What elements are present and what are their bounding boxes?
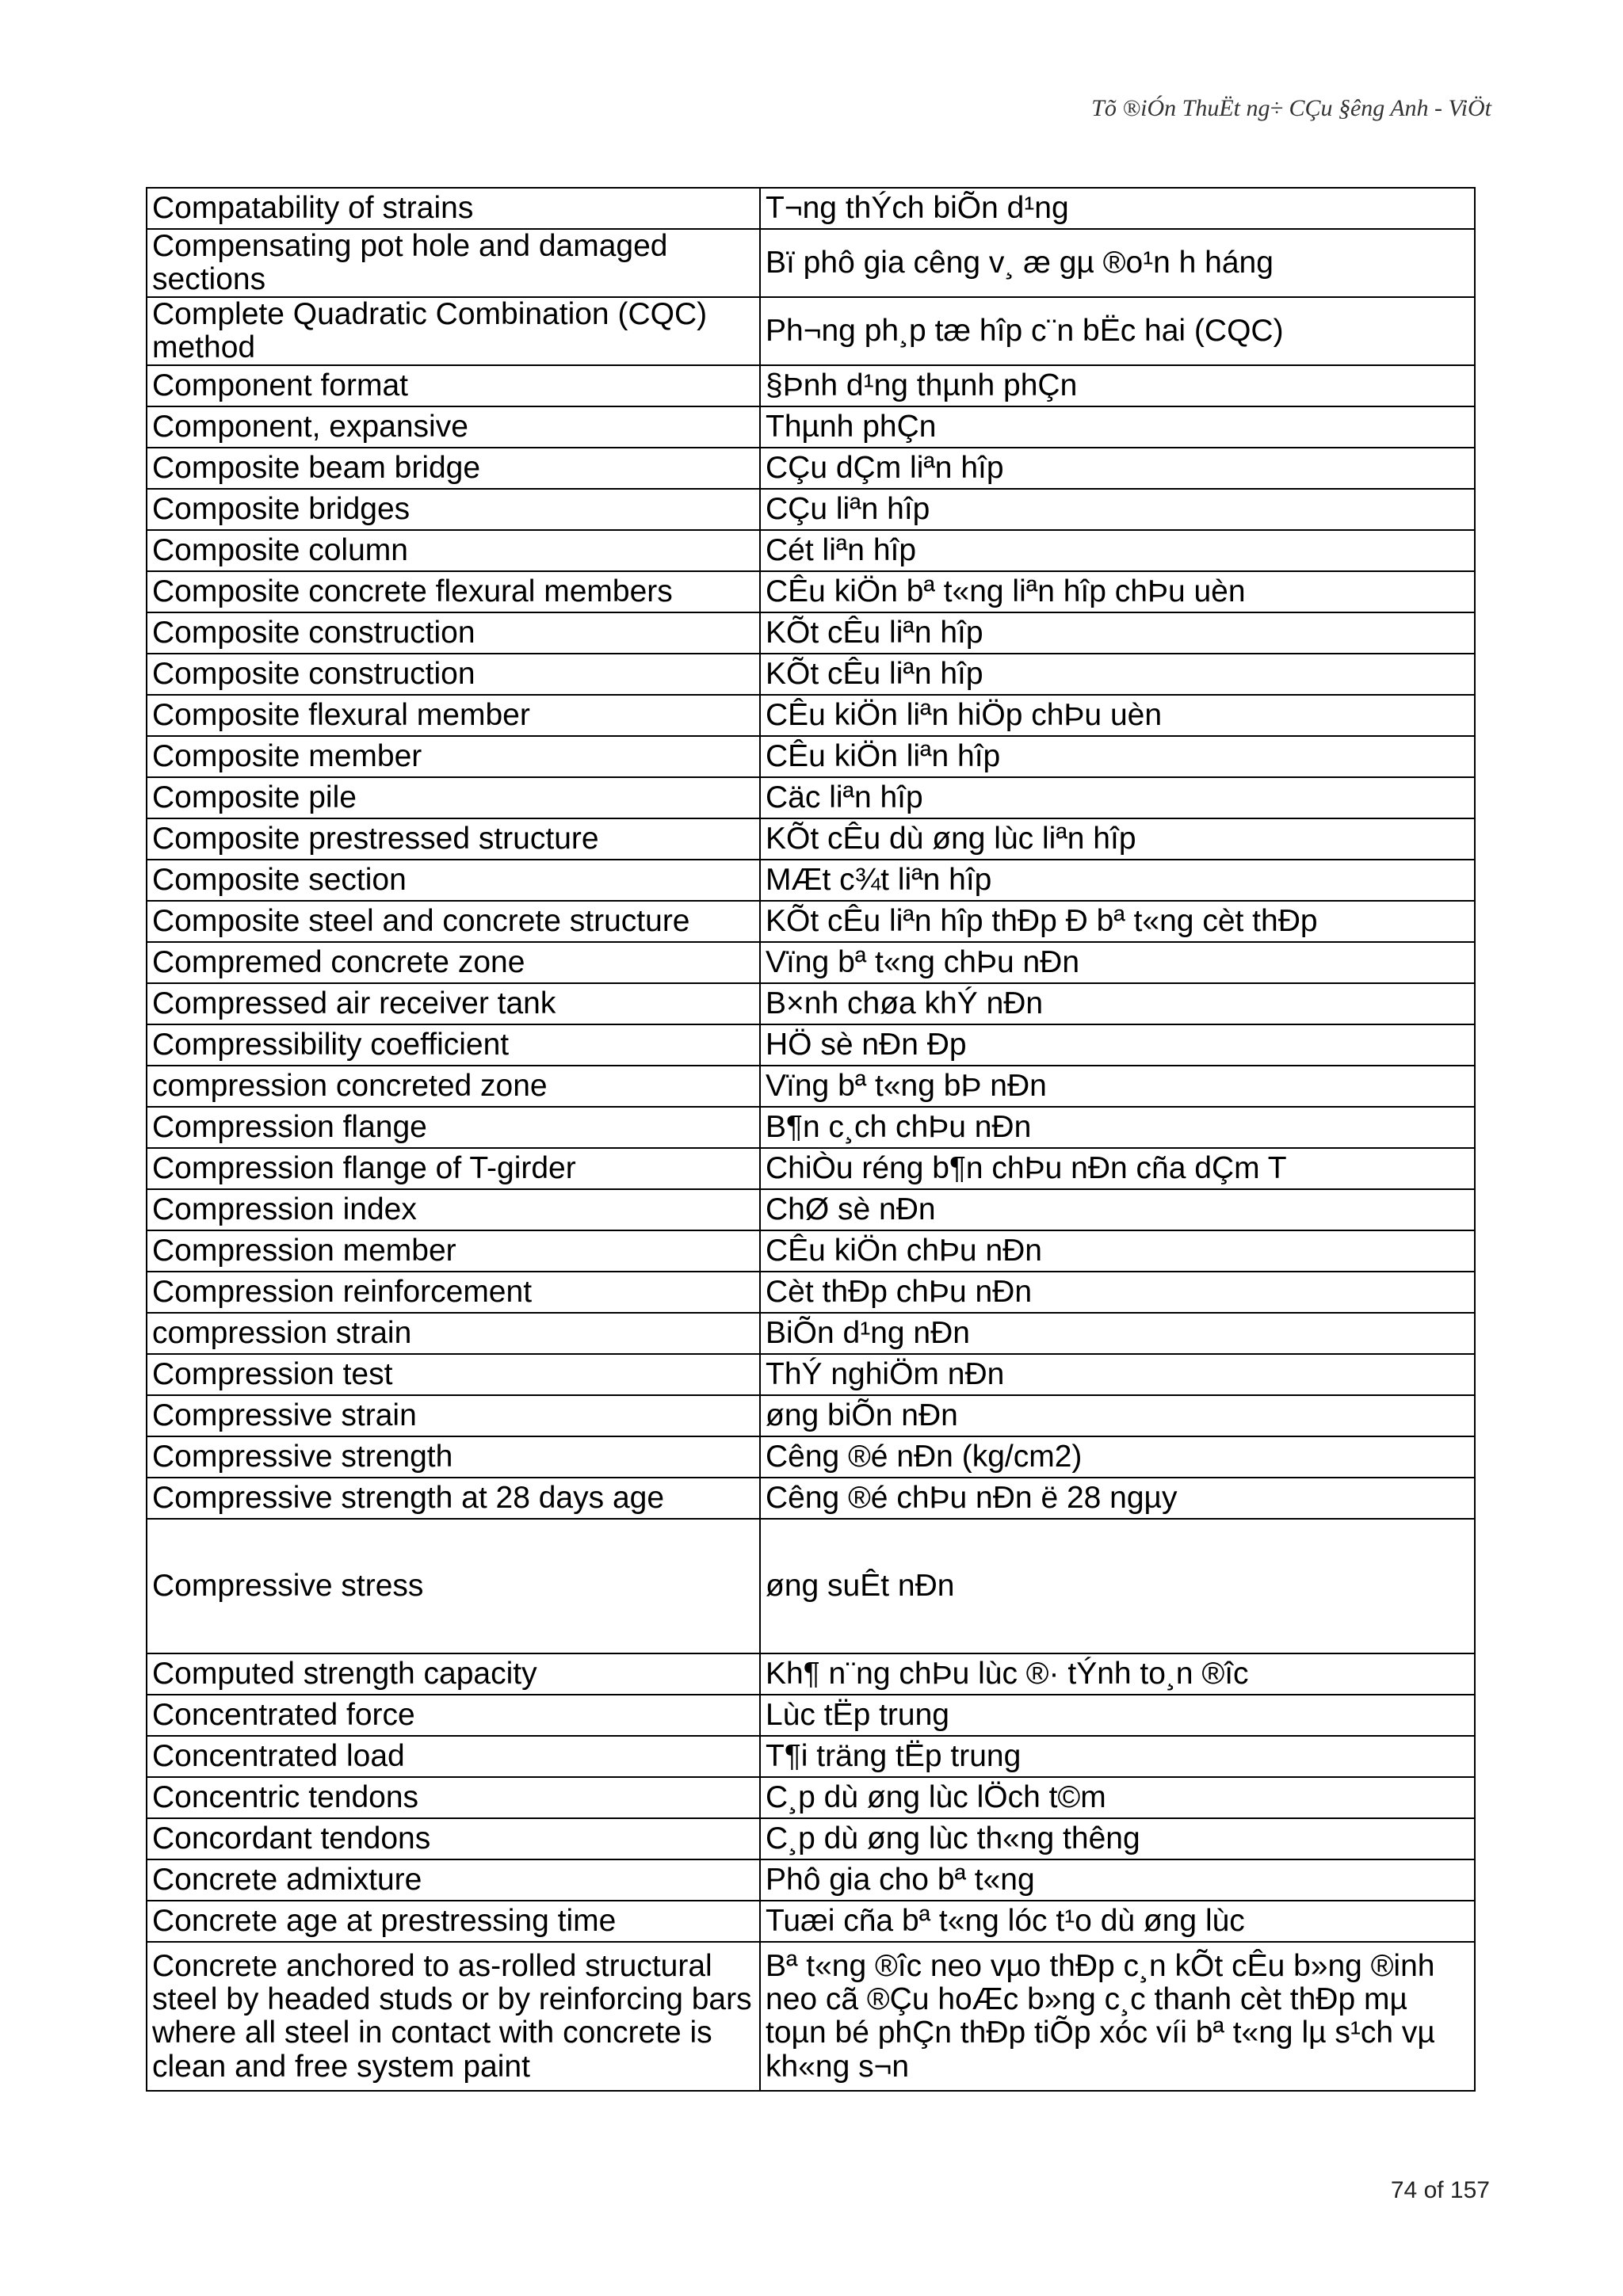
glossary-row — [147, 1942, 1475, 2091]
vietnamese-term: T¶i träng tËp trung — [760, 1736, 1475, 1777]
vietnamese-term: MÆt c¾t liªn hîp — [760, 860, 1475, 901]
glossary-row — [147, 612, 1475, 654]
glossary-row — [147, 1230, 1475, 1272]
glossary-row — [147, 1107, 1475, 1148]
vietnamese-term: øng biÕn nÐn — [760, 1395, 1475, 1436]
english-term: Concrete admixture — [147, 1859, 760, 1901]
glossary-row — [147, 406, 1475, 448]
vietnamese-term: Cêng ®é nÐn (kg/cm2) — [760, 1436, 1475, 1478]
vietnamese-term: CÊu kiÖn chÞu nÐn — [760, 1230, 1475, 1272]
english-term: Composite construction — [147, 612, 760, 654]
glossary-row — [147, 860, 1475, 901]
glossary-row — [147, 1024, 1475, 1066]
vietnamese-term: ChiÒu réng b¶n chÞu nÐn cña dÇm T — [760, 1148, 1475, 1189]
english-term: Complete Quadratic Combination (CQC) method — [147, 297, 760, 365]
english-term: Compressive strain — [147, 1395, 760, 1436]
english-term: Composite pile — [147, 777, 760, 818]
english-term: Composite member — [147, 736, 760, 777]
english-term: Compression member — [147, 1230, 760, 1272]
english-term: Composite construction — [147, 654, 760, 695]
english-term: Compressed air receiver tank — [147, 983, 760, 1024]
vietnamese-term: KÕt cÊu liªn hîp thÐp Đ bª t«ng cèt thÐp — [760, 901, 1475, 942]
vietnamese-term: øng suÊt nÐn — [760, 1519, 1475, 1653]
glossary-row — [147, 901, 1475, 942]
vietnamese-term: Lùc tËp trung — [760, 1695, 1475, 1736]
vietnamese-term: KÕt cÊu liªn hîp — [760, 654, 1475, 695]
vietnamese-term: Ph¬ng ph¸p tæ hîp c¨n bËc hai (CQC) — [760, 297, 1475, 365]
vietnamese-term: KÕt cÊu liªn hîp — [760, 612, 1475, 654]
english-term: Composite prestressed structure — [147, 818, 760, 860]
english-term: Composite concrete flexural members — [147, 571, 760, 612]
vietnamese-term: Bï phô gia cêng v¸ æ gµ ®o¹n h háng — [760, 229, 1475, 297]
vietnamese-term: Bª t«ng ®îc neo vµo thÐp c¸n kÕt cÊu b»ng ®inh neo cã ®Çu hoÆc b»ng c¸c thanh cèt thÐp mµ toµn bé phÇn thÐp tiÕp xóc víi bª t«ng lµ s¹ch vµ kh«ng s¬n — [760, 1942, 1475, 2091]
english-term: Composite steel and concrete structure — [147, 901, 760, 942]
english-term: Composite flexural member — [147, 695, 760, 736]
english-term: Computed strength capacity — [147, 1653, 760, 1695]
glossary-row — [147, 1519, 1475, 1653]
glossary-row — [147, 530, 1475, 571]
english-term: Compression flange of T-girder — [147, 1148, 760, 1189]
glossary-row — [147, 1901, 1475, 1942]
vietnamese-term: CÇu dÇm liªn hîp — [760, 448, 1475, 489]
english-term: Concentric tendons — [147, 1777, 760, 1818]
vietnamese-term: Cäc liªn hîp — [760, 777, 1475, 818]
vietnamese-term: BiÕn d¹ng nÐn — [760, 1313, 1475, 1354]
glossary-row — [147, 1066, 1475, 1107]
english-term: Component, expansive — [147, 406, 760, 448]
glossary-row — [147, 818, 1475, 860]
english-term: Compatability of strains — [147, 188, 760, 229]
glossary-row — [147, 1859, 1475, 1901]
english-term: Concordant tendons — [147, 1818, 760, 1859]
glossary-row — [147, 571, 1475, 612]
english-term: Compressive stress — [147, 1519, 760, 1653]
glossary-row — [147, 983, 1475, 1024]
vietnamese-term: HÖ sè nÐn Ðp — [760, 1024, 1475, 1066]
vietnamese-term: C¸p dù øng lùc th«ng thêng — [760, 1818, 1475, 1859]
vietnamese-term: Vïng bª t«ng bÞ nÐn — [760, 1066, 1475, 1107]
glossary-row — [147, 1272, 1475, 1313]
english-term: Compremed concrete zone — [147, 942, 760, 983]
glossary-row — [147, 1148, 1475, 1189]
vietnamese-term: Cét liªn hîp — [760, 530, 1475, 571]
glossary-row — [147, 654, 1475, 695]
english-term: Composite bridges — [147, 489, 760, 530]
vietnamese-term: §Þnh d¹ng thµnh phÇn — [760, 365, 1475, 406]
vietnamese-term: Vïng bª t«ng chÞu nÐn — [760, 942, 1475, 983]
glossary-row — [147, 1189, 1475, 1230]
english-term: Compensating pot hole and damaged sections — [147, 229, 760, 297]
english-term: Component format — [147, 365, 760, 406]
english-term: Compressibility coefficient — [147, 1024, 760, 1066]
glossary-row — [147, 1354, 1475, 1395]
english-term: Composite column — [147, 530, 760, 571]
glossary-row — [147, 942, 1475, 983]
english-term: Compressive strength — [147, 1436, 760, 1478]
glossary-table — [146, 187, 1476, 2092]
vietnamese-term: CÇu liªn hîp — [760, 489, 1475, 530]
vietnamese-term: ThÝ nghiÖm nÐn — [760, 1354, 1475, 1395]
page-number: 74 of 157 — [1390, 2177, 1490, 2203]
english-term: Compression reinforcement — [147, 1272, 760, 1313]
vietnamese-term: B¶n c¸ch chÞu nÐn — [760, 1107, 1475, 1148]
glossary-row — [147, 1736, 1475, 1777]
english-term: Concentrated load — [147, 1736, 760, 1777]
glossary-row — [147, 1478, 1475, 1519]
english-term: Compression test — [147, 1354, 760, 1395]
vietnamese-term: CÊu kiÖn bª t«ng liªn hîp chÞu uèn — [760, 571, 1475, 612]
vietnamese-term: KÕt cÊu dù øng lùc liªn hîp — [760, 818, 1475, 860]
glossary-row — [147, 1436, 1475, 1478]
english-term: Concrete age at prestressing time — [147, 1901, 760, 1942]
glossary-row — [147, 1313, 1475, 1354]
vietnamese-term: Kh¶ n¨ng chÞu lùc ®· tÝnh to¸n ®îc — [760, 1653, 1475, 1695]
glossary-row — [147, 448, 1475, 489]
glossary-row — [147, 365, 1475, 406]
english-term: Compression index — [147, 1189, 760, 1230]
vietnamese-term: C¸p dù øng lùc lÖch t©m — [760, 1777, 1475, 1818]
glossary-row — [147, 777, 1475, 818]
english-term: Concrete anchored to as-rolled structural steel by headed studs or by reinforcing bars where all steel in contact with concrete is clean and free system paint — [147, 1942, 760, 2091]
vietnamese-term: Phô gia cho bª t«ng — [760, 1859, 1475, 1901]
glossary-row — [147, 1653, 1475, 1695]
vietnamese-term: T¬ng thÝch biÕn d¹ng — [760, 188, 1475, 229]
glossary-row — [147, 736, 1475, 777]
vietnamese-term: Tuæi cña bª t«ng lóc t¹o dù øng lùc — [760, 1901, 1475, 1942]
glossary-row — [147, 489, 1475, 530]
vietnamese-term: Cêng ®é chÞu nÐn ë 28 ngµy — [760, 1478, 1475, 1519]
glossary-row — [147, 1777, 1475, 1818]
glossary-row — [147, 229, 1475, 297]
vietnamese-term: Cèt thÐp chÞu nÐn — [760, 1272, 1475, 1313]
vietnamese-term: CÊu kiÖn liªn hîp — [760, 736, 1475, 777]
vietnamese-term: CÊu kiÖn liªn hiÖp chÞu uèn — [760, 695, 1475, 736]
english-term: compression strain — [147, 1313, 760, 1354]
glossary-row — [147, 1395, 1475, 1436]
english-term: Composite section — [147, 860, 760, 901]
english-term: Compression flange — [147, 1107, 760, 1148]
english-term: Compressive strength at 28 days age — [147, 1478, 760, 1519]
glossary-row — [147, 1695, 1475, 1736]
vietnamese-term: B×nh chøa khÝ nÐn — [760, 983, 1475, 1024]
glossary-row — [147, 188, 1475, 229]
english-term: compression concreted zone — [147, 1066, 760, 1107]
english-term: Composite beam bridge — [147, 448, 760, 489]
glossary-row — [147, 695, 1475, 736]
vietnamese-term: Thµnh phÇn — [760, 406, 1475, 448]
english-term: Concentrated force — [147, 1695, 760, 1736]
glossary-row — [147, 1818, 1475, 1859]
running-header: Tõ ®iÓn ThuËt ng÷ CÇu §êng Anh - ViÖt — [1091, 95, 1491, 121]
vietnamese-term: ChØ sè nÐn — [760, 1189, 1475, 1230]
glossary-body — [147, 188, 1475, 2091]
glossary-row — [147, 297, 1475, 365]
